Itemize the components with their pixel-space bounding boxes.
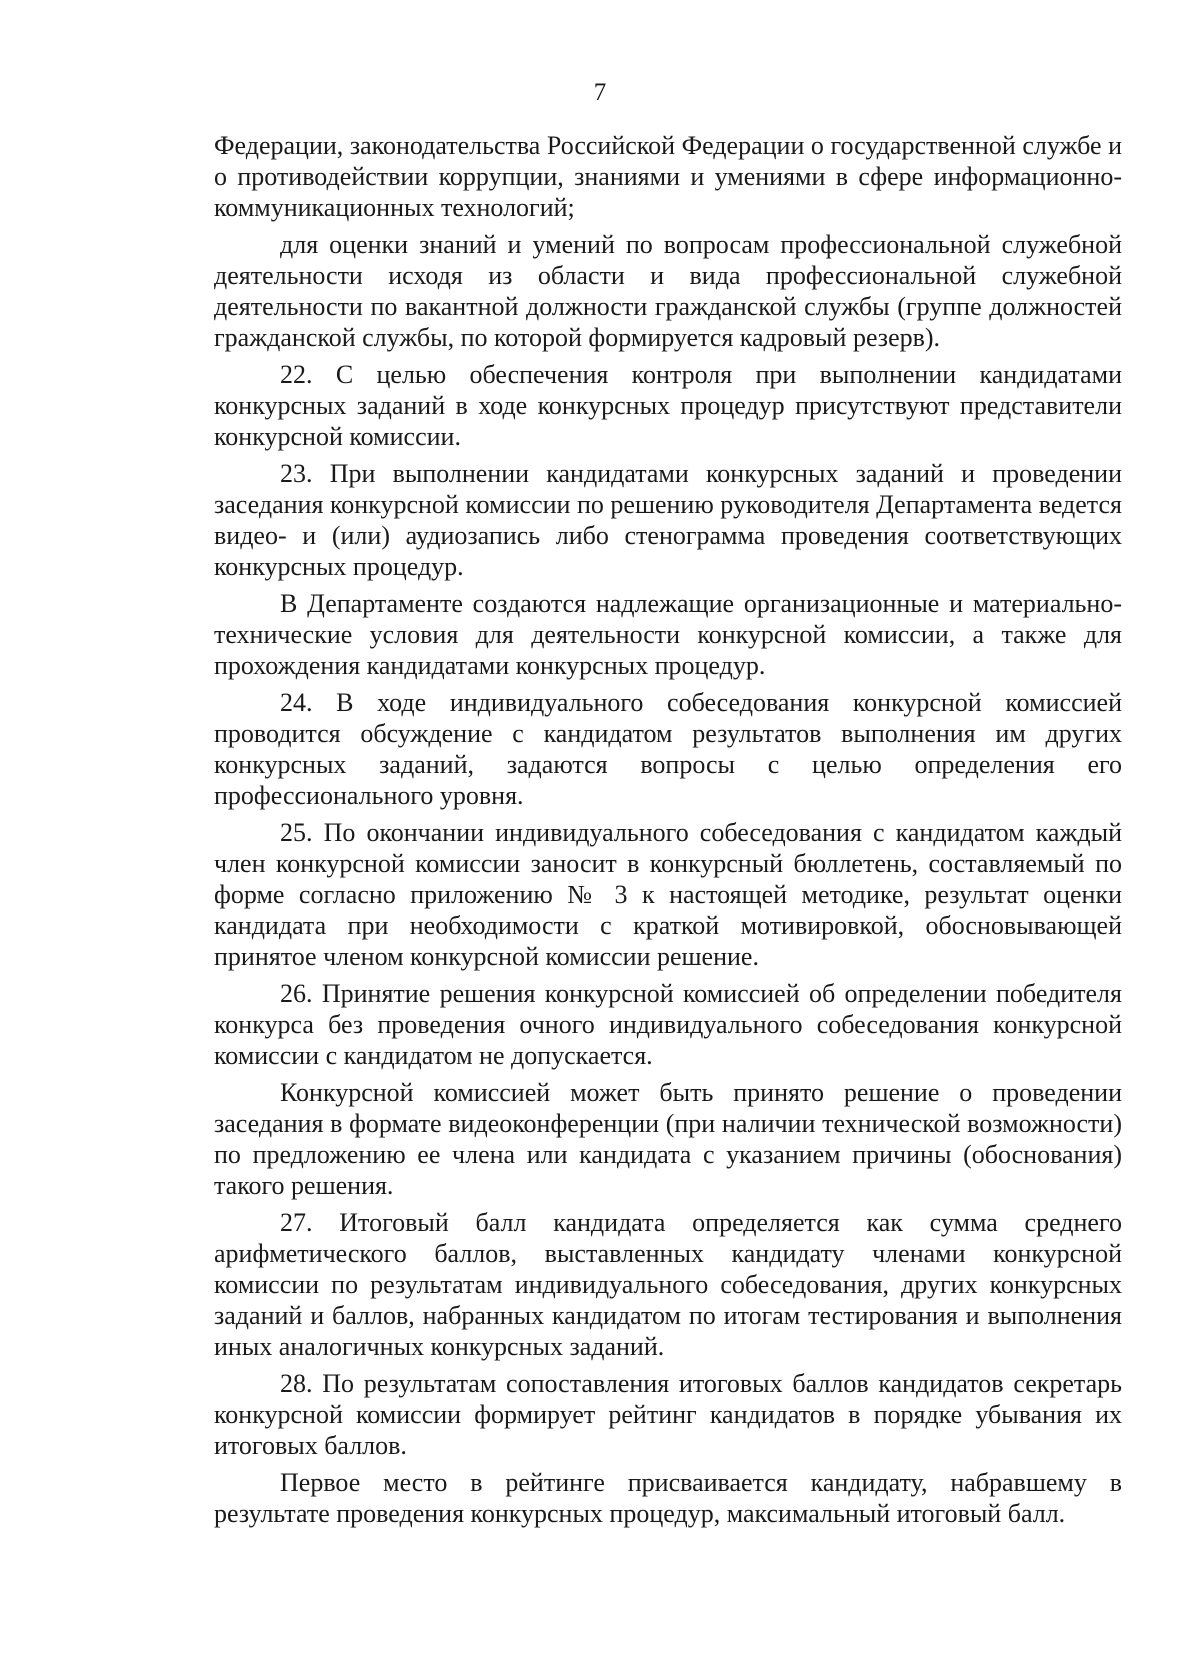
paragraph-23: 23. При выполнении кандидатами конкурсных заданий и проведении заседания конкурсной комиссии по решению руководителя Департамента ведется видео- и (или) аудиозапись либо стенограмма проведения соответствующих конкурсных процедур. bbox=[214, 459, 1122, 581]
paragraph-department-conditions: В Департаменте создаются надлежащие организационные и материально-технические условия для деятельности конкурсной комиссии, а также для прохождения кандидатами конкурсных процедур. bbox=[214, 589, 1122, 680]
page-number: 7 bbox=[593, 79, 607, 106]
paragraph-25: 25. По окончании индивидуального собеседования с кандидатом каждый член конкурсной комиссии заносит в конкурсный бюллетень, составляемый по форме согласно приложению № 3 к настоящей методике, результат оценки кандидата при необходимости с краткой мотивировкой, обосновывающей принятое членом конкурсной комиссии решение. bbox=[214, 818, 1122, 971]
paragraph-first-place: Первое место в рейтинге присваивается кандидату, набравшему в результате проведения конкурсных процедур, максимальный итоговый балл. bbox=[214, 1468, 1122, 1528]
paragraph-continuation: Федерации, законодательства Российской Федерации о государственной службе и о противодействии коррупции, знаниями и умениями в сфере информационно-коммуникационных технологий; bbox=[214, 131, 1122, 222]
paragraph-knowledge-assessment: для оценки знаний и умений по вопросам профессиональной служебной деятельности исходя из области и вида профессиональной служебной деятельности по вакантной должности гражданской службы (группе должностей гражданской службы, по которой формируется кадровый резерв). bbox=[214, 230, 1122, 352]
paragraph-24: 24. В ходе индивидуального собеседования конкурсной комиссией проводится обсуждение с кандидатом результатов выполнения им других конкурсных заданий, задаются вопросы с целью определения его профессионального уровня. bbox=[214, 688, 1122, 810]
paragraph-27: 27. Итоговый балл кандидата определяется как сумма среднего арифметического баллов, выставленных кандидату членами конкурсной комиссии по результатам индивидуального собеседования, других конкурсных заданий и баллов, набранных кандидатом по итогам тестирования и выполнения иных аналогичных конкурсных заданий. bbox=[214, 1208, 1122, 1361]
document-body bbox=[214, 130, 1122, 1529]
paragraph-26: 26. Принятие решения конкурсной комиссией об определении победителя конкурса без проведения очного индивидуального собеседования конкурсной комиссии с кандидатом не допускается. bbox=[214, 979, 1122, 1070]
paragraph-22: 22. С целью обеспечения контроля при выполнении кандидатами конкурсных заданий в ходе конкурсных процедур присутствуют представители конкурсной комиссии. bbox=[214, 360, 1122, 451]
paragraph-28: 28. По результатам сопоставления итоговых баллов кандидатов секретарь конкурсной комиссии формирует рейтинг кандидатов в порядке убывания их итоговых баллов. bbox=[214, 1369, 1122, 1460]
paragraph-videoconference: Конкурсной комиссией может быть принято решение о проведении заседания в формате видеоконференции (при наличии технической возможности) по предложению ее члена или кандидата с указанием причины (обоснования) такого решения. bbox=[214, 1078, 1122, 1200]
